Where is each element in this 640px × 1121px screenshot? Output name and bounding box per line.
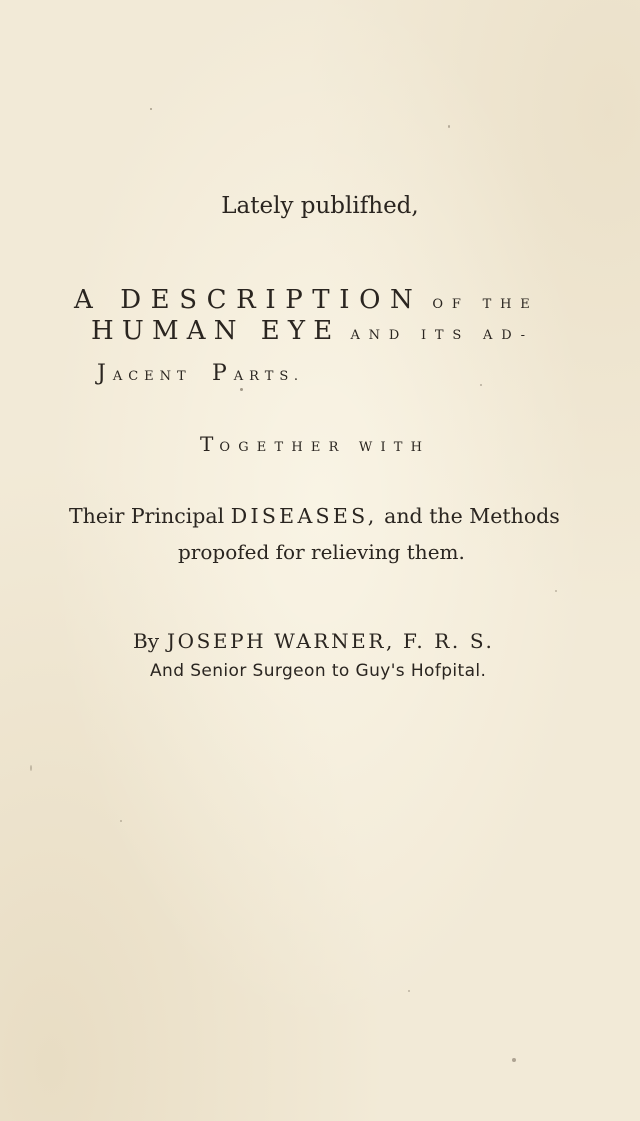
subject-diseases: DISEASES,	[230, 504, 378, 528]
title-human: HUMAN	[91, 316, 245, 346]
paper-speck	[150, 108, 152, 110]
author-honor: F. R. S.	[403, 629, 495, 653]
paper-speck	[480, 384, 482, 386]
paper-speck	[512, 1058, 516, 1062]
title-parts-cap: P	[211, 361, 234, 386]
subject-post: and the Methods	[384, 504, 560, 528]
together-with-line	[200, 432, 430, 456]
subject-line-2: propofed for relieving them.	[178, 540, 465, 564]
title-line-3	[97, 361, 304, 386]
title-jacent-rest: ACENT	[112, 369, 192, 384]
subject-pre: Their Principal	[69, 504, 225, 528]
title-line-2	[91, 316, 534, 346]
paper-speck	[555, 590, 557, 592]
title-line-1	[74, 285, 539, 315]
paper-speck	[408, 990, 410, 992]
title-description: A DESCRIPTION	[74, 285, 423, 315]
subject-line-1	[69, 504, 560, 528]
author-position: And Senior Surgeon to Guy's Hofpital.	[150, 661, 487, 681]
paper-speck	[448, 125, 450, 128]
title-parts-rest: ARTS.	[233, 369, 304, 384]
author-by: By	[133, 629, 159, 653]
title-eye: EYE	[260, 316, 341, 346]
paper-speck	[30, 765, 32, 771]
together-cap: T	[200, 432, 220, 456]
author-line	[133, 629, 494, 653]
author-last-name: WARNER,	[274, 629, 395, 653]
paper-speck	[120, 820, 122, 822]
title-of-the: OF THE	[432, 297, 539, 312]
title-jacent-cap: J	[97, 361, 113, 386]
paper-speck	[240, 388, 243, 391]
title-and-its-ad: AND ITS AD-	[350, 328, 534, 343]
lately-published-heading: Lately publifhed,	[221, 193, 419, 219]
author-first-name: JOSEPH	[167, 629, 267, 653]
together-rest: OGETHER WITH	[219, 440, 431, 455]
